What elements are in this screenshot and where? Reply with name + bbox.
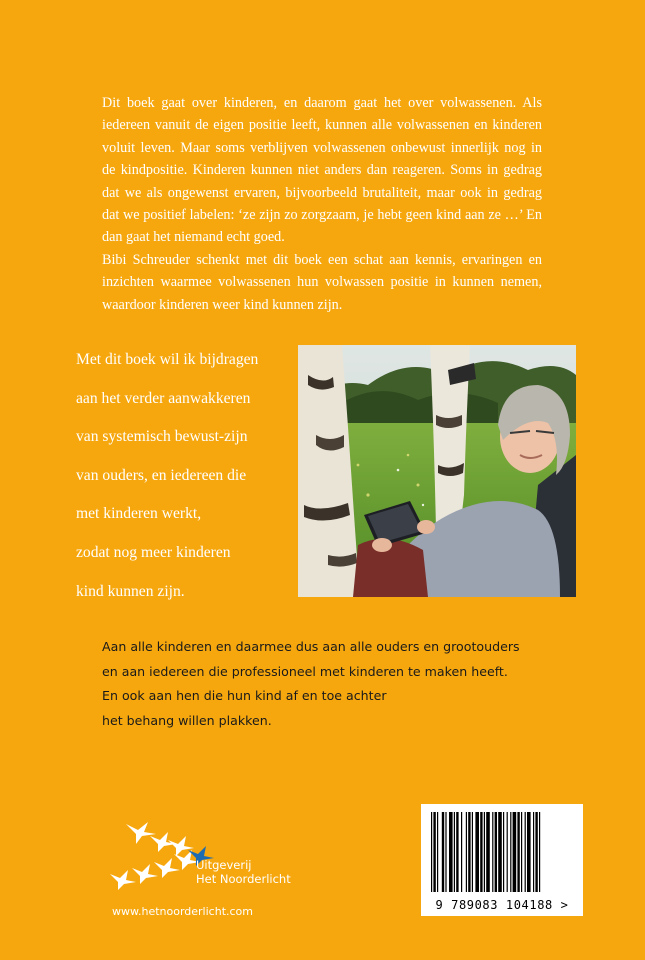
- publisher-line-1: Uitgeverij: [196, 858, 252, 872]
- publisher-name: [196, 858, 291, 886]
- barcode-bar: [521, 812, 522, 892]
- isbn-barcode: [421, 804, 583, 916]
- quote-line: van systemisch bewust-zijn: [76, 428, 248, 446]
- publisher-line-2: Het Noorderlicht: [196, 872, 291, 886]
- barcode-bar: [495, 812, 497, 892]
- barcode-bar: [472, 812, 473, 892]
- barcode-bar: [468, 812, 470, 892]
- barcode-bar: [431, 812, 432, 892]
- publisher-logo-birds-icon: [108, 810, 268, 900]
- barcode-bar: [433, 812, 435, 892]
- dedication: [102, 638, 520, 736]
- dedication-line: het behang willen plakken.: [102, 712, 272, 728]
- barcode-bar: [456, 812, 458, 892]
- publisher-website: www.hetnoorderlicht.com: [112, 905, 253, 918]
- quote-line: Met dit boek wil ik bijdragen: [76, 351, 259, 368]
- dedication-line: Aan alle kinderen en daarmee dus aan alle ouders en grootouders: [102, 639, 520, 654]
- blurb-paragraph-2: Bibi Schreuder schenkt met dit boek een schat aan kennis, ervaringen en inzichten waarmee volwassenen hun volwassen positie in kunnen nemen, waardoor kinderen weer kind kunnen zijn.: [102, 251, 542, 313]
- barcode-bar: [480, 812, 482, 892]
- barcode-bar: [498, 812, 502, 892]
- quote-line: aan het verder aanwakkeren: [76, 389, 251, 407]
- dedication-line: En ook aan hen die hun kind af en toe achter: [102, 688, 387, 703]
- barcode-bar: [507, 812, 508, 892]
- back-cover-blurb: [102, 92, 542, 316]
- barcode-bar: [475, 812, 479, 892]
- barcode-bar: [535, 812, 537, 892]
- barcode-bar: [492, 812, 493, 892]
- barcode-bar: [454, 812, 455, 892]
- barcode-bar: [449, 812, 453, 892]
- author-photo: [298, 345, 576, 597]
- quote-line: met kinderen werkt,: [76, 505, 202, 523]
- barcode-bar: [466, 812, 467, 892]
- barcode-bar: [486, 812, 490, 892]
- barcode-bar: [442, 812, 444, 892]
- barcode-digits: 9 789083 104188 >: [435, 898, 569, 912]
- dedication-line: en aan iedereen die professioneel met kinderen te maken heeft.: [102, 663, 508, 679]
- barcode-bars: [421, 804, 583, 898]
- barcode-bar: [533, 812, 534, 892]
- barcode-bar: [517, 812, 519, 892]
- barcode-bar: [525, 812, 526, 892]
- barcode-bar: [503, 812, 504, 892]
- blurb-paragraph-1: Dit boek gaat over kinderen, en daarom gaat het over volwassenen. Als iedereen vanuit de eigen positie leeft, kunnen alle volwassenen en kinderen voluit leven. Maar soms verblijven volwassenen onbewust innerlijk nog in de kindpositie. Kinderen kunnen niet anders dan reageren. Soms in gedrag dat we als ongewenst ervaren, bijvoorbeeld brutaliteit, maar ook in gedrag dat we positief labelen: ‘ze zijn zo zorgzaam, je hebt geen kind aan ze …’ En dan gaat het niemand echt goed.: [102, 95, 542, 246]
- barcode-bar: [513, 812, 517, 892]
- author-quote: [76, 350, 286, 620]
- barcode-bar: [527, 812, 531, 892]
- barcode-bar: [484, 812, 485, 892]
- barcode-bar: [461, 812, 462, 892]
- barcode-bar: [510, 812, 511, 892]
- quote-line: kind kunnen zijn.: [76, 582, 185, 600]
- barcode-bar: [437, 812, 438, 892]
- barcode-bar: [539, 812, 540, 892]
- quote-line: van ouders, en iedereen die: [76, 466, 247, 484]
- quote-line: zodat nog meer kinderen: [76, 543, 231, 561]
- barcode-bar: [445, 812, 446, 892]
